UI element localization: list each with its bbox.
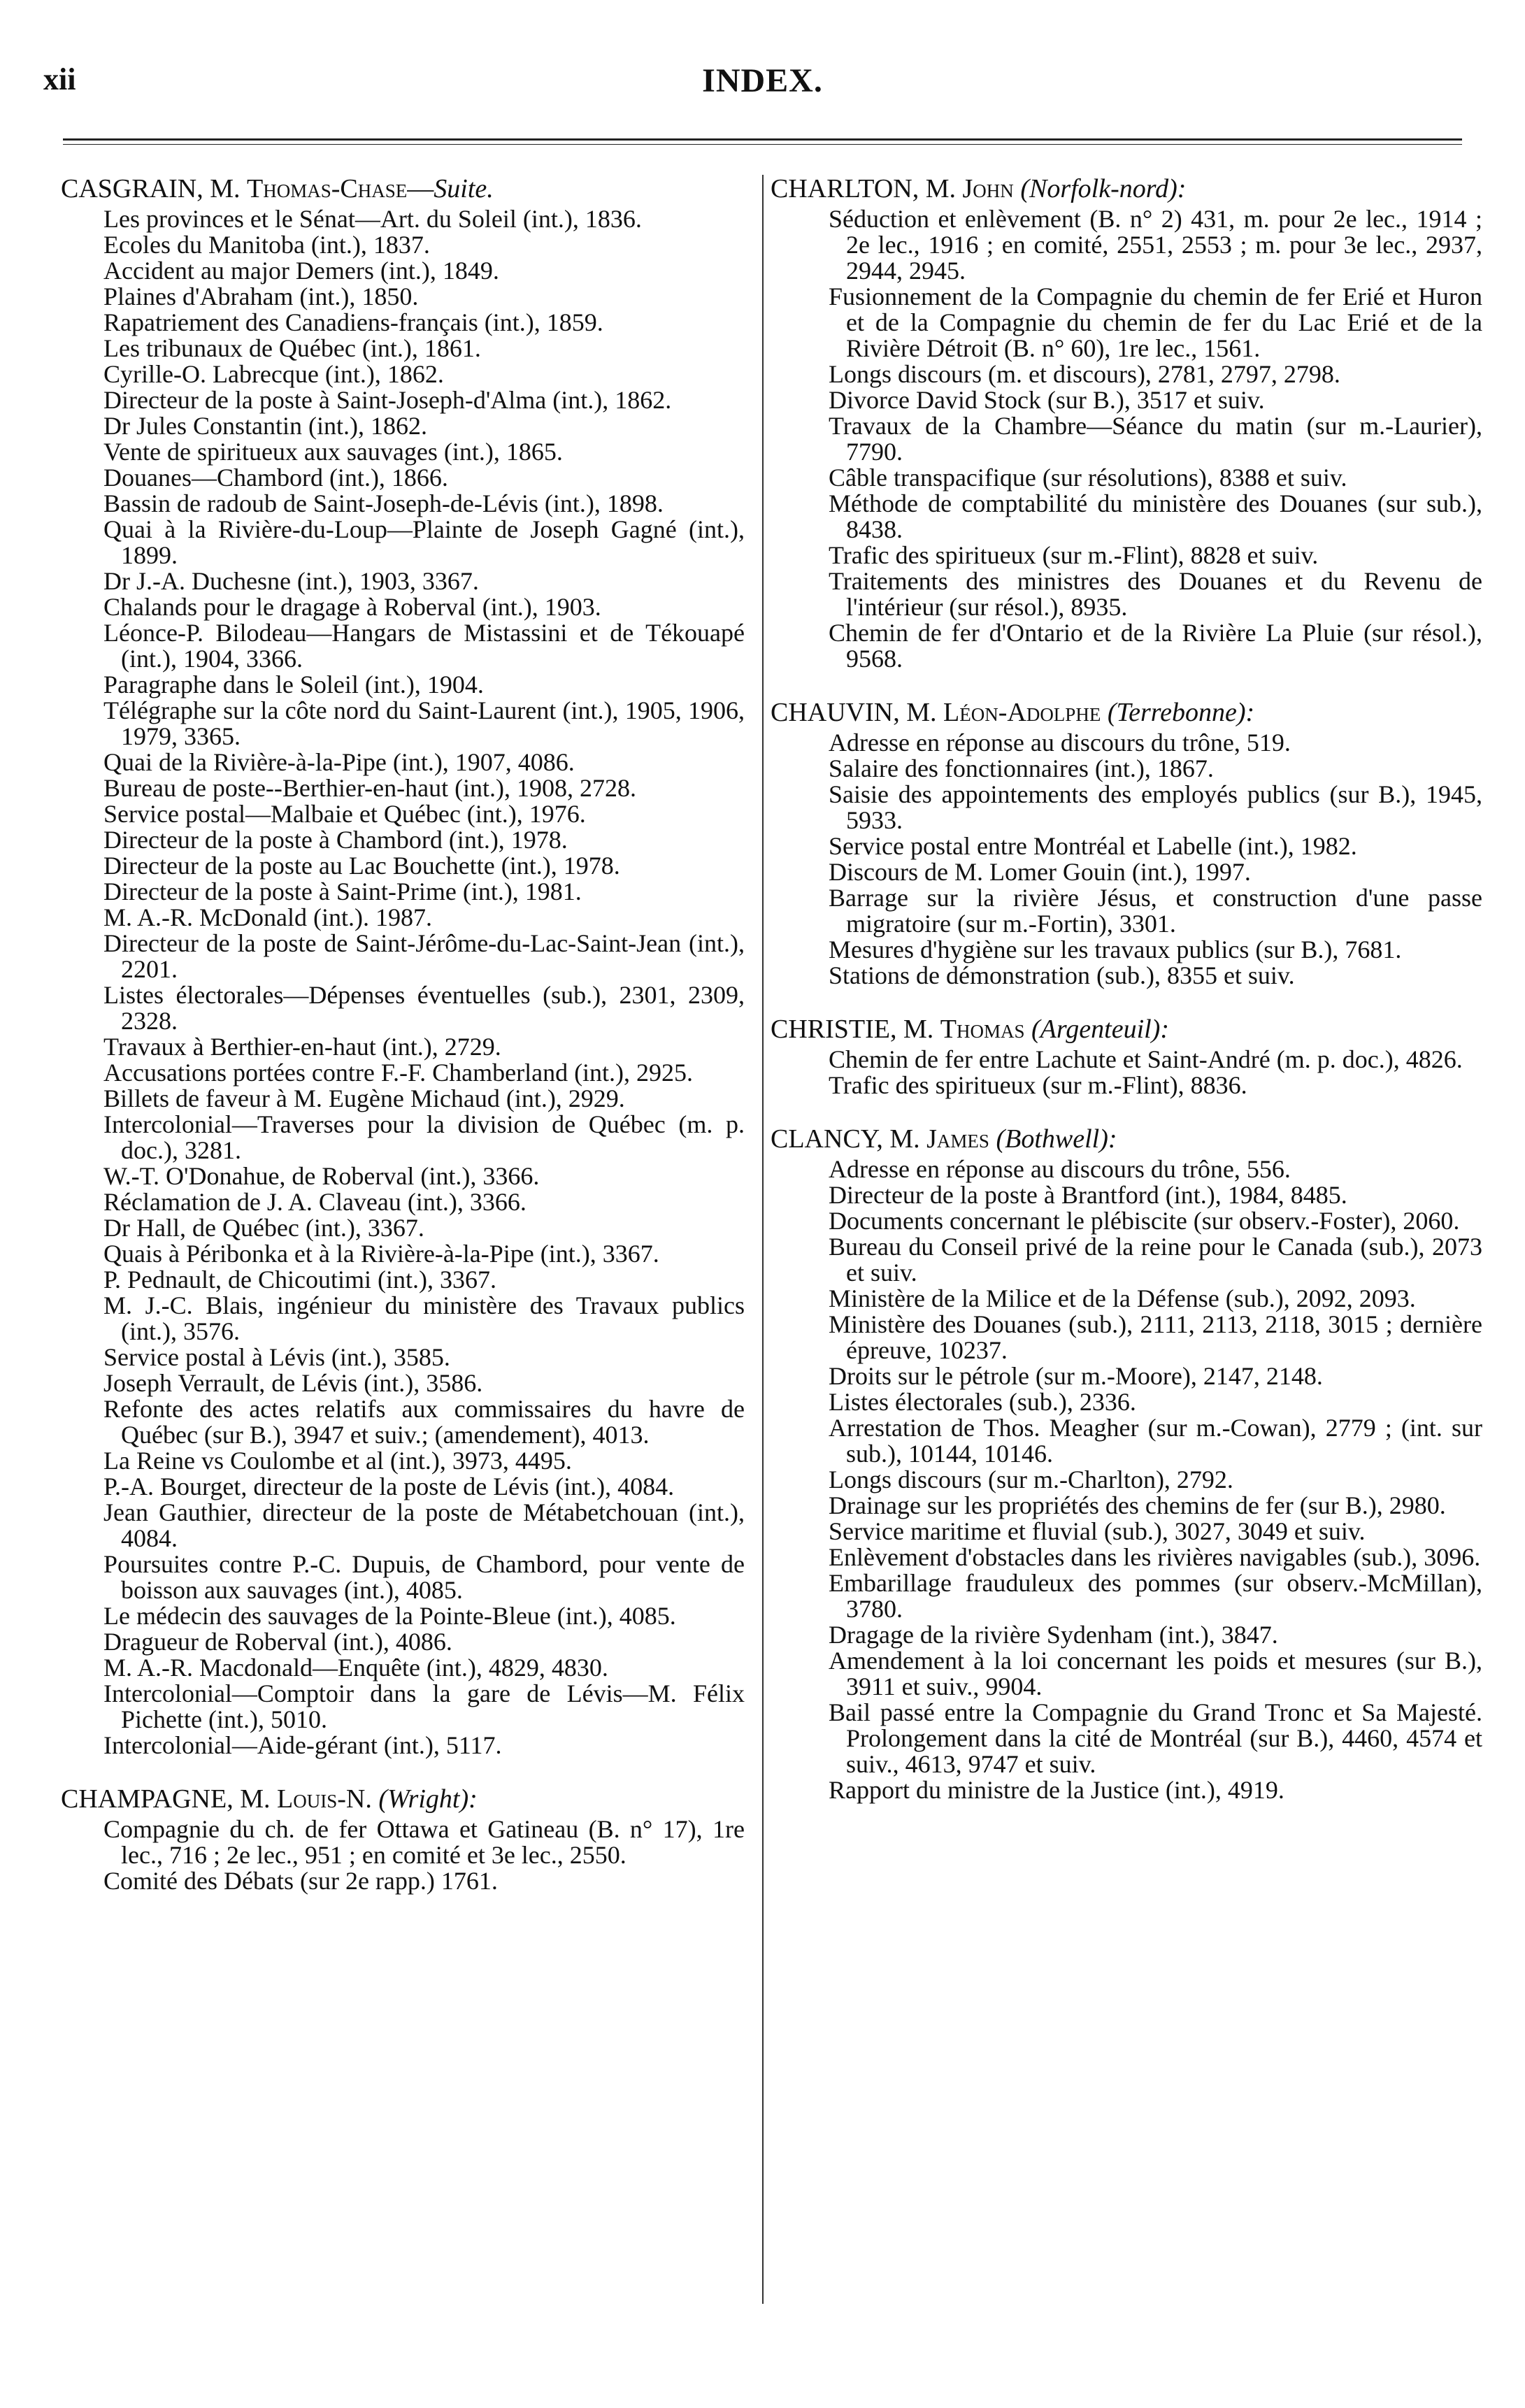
index-entry: Bureau de poste--Berthier-en-haut (int.), 1908, 2728. bbox=[103, 774, 637, 802]
heading-honorific: M. bbox=[210, 174, 241, 203]
index-entry: Dr Hall, de Québec (int.), 3367. bbox=[103, 1214, 424, 1242]
index-entry: Directeur de la poste à Brantford (int.), 1984, 8485. bbox=[829, 1181, 1347, 1209]
index-entry: Quai de la Rivière-à-la-Pipe (int.), 1907, 4086. bbox=[103, 748, 575, 776]
index-entry: Droits sur le pétrole (sur m.-Moore), 2147, 2148. bbox=[829, 1362, 1323, 1390]
index-entry: Rapport du ministre de la Justice (int.), 4919. bbox=[829, 1776, 1284, 1804]
heading-surname: CASGRAIN, bbox=[61, 174, 203, 203]
index-entry: Mesures d'hygiène sur les travaux publics (sur B.), 7681. bbox=[829, 936, 1402, 963]
index-entry: Stations de démonstration (sub.), 8355 et suiv. bbox=[829, 961, 1295, 989]
index-entry: Service postal entre Montréal et Labelle (int.), 1982. bbox=[829, 832, 1357, 860]
index-entry: Réclamation de J. A. Claveau (int.), 3366. bbox=[103, 1188, 527, 1216]
index-entry: Chemin de fer d'Ontario et de la Rivière La Pluie (sur résol.), 9568. bbox=[829, 619, 1482, 673]
index-entry: Documents concernant le plébiscite (sur observ.-Foster), 2060. bbox=[829, 1207, 1460, 1235]
section-heading bbox=[769, 176, 1482, 202]
heading-given-name: Léon-Adolphe bbox=[943, 698, 1101, 727]
index-entry: Paragraphe dans le Soleil (int.), 1904. bbox=[103, 671, 484, 698]
heading-surname: CLANCY, bbox=[771, 1124, 883, 1154]
page-number: xii bbox=[43, 62, 76, 96]
heading-given-name: Thomas-Chase— bbox=[247, 174, 434, 203]
index-section bbox=[769, 700, 1482, 989]
heading-surname: CHARLTON, bbox=[771, 174, 919, 203]
index-entry: Amendement à la loi concernant les poids et mesures (sur B.), 3911 et suiv., 9904. bbox=[829, 1647, 1482, 1700]
index-entry: Accusations portées contre F.-F. Chamberland (int.), 2925. bbox=[103, 1059, 694, 1087]
heading-given-name: James bbox=[926, 1124, 989, 1154]
index-entry: Chemin de fer entre Lachute et Saint-André (m. p. doc.), 4826. bbox=[829, 1045, 1463, 1073]
index-entry: Directeur de la poste de Saint-Jérôme-du-Lac-Saint-Jean (int.), 2201. bbox=[103, 929, 745, 983]
heading-honorific: M. bbox=[925, 174, 957, 203]
index-entry: Les provinces et le Sénat—Art. du Soleil (int.), 1836. bbox=[103, 205, 642, 233]
left-column bbox=[59, 176, 745, 1922]
index-entry: Méthode de comptabilité du ministère des Douanes (sur sub.), 8438. bbox=[829, 489, 1482, 543]
index-entry: Ministère des Douanes (sub.), 2111, 2113, 2118, 3015 ; dernière épreuve, 10237. bbox=[829, 1310, 1482, 1364]
index-entry: P. Pednault, de Chicoutimi (int.), 3367. bbox=[103, 1266, 496, 1293]
index-entry: Billets de faveur à M. Eugène Michaud (int.), 2929. bbox=[103, 1084, 625, 1112]
index-entry: Travaux à Berthier-en-haut (int.), 2729. bbox=[103, 1033, 501, 1061]
index-section bbox=[769, 1017, 1482, 1098]
index-entry: Adresse en réponse au discours du trône, 519. bbox=[829, 729, 1291, 757]
heading-given-name: John bbox=[962, 174, 1014, 203]
index-entry: P.-A. Bourget, directeur de la poste de Lévis (int.), 4084. bbox=[103, 1472, 675, 1500]
index-entry: Jean Gauthier, directeur de la poste de Métabetchouan (int.), 4084. bbox=[103, 1498, 745, 1552]
index-section bbox=[59, 176, 745, 1758]
index-entry: Dragueur de Roberval (int.), 4086. bbox=[103, 1628, 452, 1656]
index-entry: La Reine vs Coulombe et al (int.), 3973, 4495. bbox=[103, 1447, 572, 1475]
index-entry: Joseph Verrault, de Lévis (int.), 3586. bbox=[103, 1369, 483, 1397]
index-entry: M. J.-C. Blais, ingénieur du ministère des Travaux publics (int.), 3576. bbox=[103, 1291, 745, 1345]
column-divider bbox=[762, 175, 764, 2304]
index-entry: Chalands pour le dragage à Roberval (int.), 1903. bbox=[103, 593, 601, 621]
index-entry: Le médecin des sauvages de la Pointe-Bleue (int.), 4085. bbox=[103, 1602, 676, 1630]
index-section bbox=[59, 1786, 745, 1894]
index-entry: Cyrille-O. Labrecque (int.), 1862. bbox=[103, 360, 444, 388]
page-title: INDEX. bbox=[702, 62, 823, 99]
index-entry: Rapatriement des Canadiens-français (int.), 1859. bbox=[103, 308, 603, 336]
section-heading bbox=[59, 1786, 745, 1812]
header-rule bbox=[63, 138, 1462, 141]
index-entry: Comité des Débats (sur 2e rapp.) 1761. bbox=[103, 1867, 498, 1895]
heading-surname: CHAUVIN, bbox=[771, 698, 900, 727]
index-entry: Trafic des spiritueux (sur m.-Flint), 8836. bbox=[829, 1071, 1247, 1099]
index-entry: M. A.-R. Macdonald—Enquête (int.), 4829, 4830. bbox=[103, 1654, 608, 1682]
heading-riding: (Terrebonne): bbox=[1107, 698, 1255, 727]
index-entry: Drainage sur les propriétés des chemins de fer (sur B.), 2980. bbox=[829, 1491, 1446, 1519]
index-section bbox=[769, 1126, 1482, 1803]
index-entry: Refonte des actes relatifs aux commissaires du havre de Québec (sur B.), 3947 et suiv.; (amendement), 4013. bbox=[103, 1395, 745, 1449]
right-column bbox=[769, 176, 1482, 1831]
index-entry: Listes électorales—Dépenses éventuelles (sub.), 2301, 2309, 2328. bbox=[103, 981, 745, 1035]
page-header bbox=[43, 62, 1482, 103]
index-entry: Accident au major Demers (int.), 1849. bbox=[103, 257, 499, 285]
index-entry: M. A.-R. McDonald (int.). 1987. bbox=[103, 903, 432, 931]
index-entry: Intercolonial—Aide-gérant (int.), 5117. bbox=[103, 1731, 502, 1759]
index-entry: Embarillage frauduleux des pommes (sur observ.-McMillan), 3780. bbox=[829, 1569, 1482, 1623]
index-entry: Arrestation de Thos. Meagher (sur m.-Cowan), 2779 ; (int. sur sub.), 10144, 10146. bbox=[829, 1414, 1482, 1468]
index-entry: Traitements des ministres des Douanes et du Revenu de l'intérieur (sur résol.), 8935. bbox=[829, 567, 1482, 621]
index-entry: Directeur de la poste au Lac Bouchette (int.), 1978. bbox=[103, 852, 620, 880]
heading-honorific: M. bbox=[903, 1015, 934, 1044]
section-heading bbox=[769, 1017, 1482, 1042]
index-entry: Directeur de la poste à Saint-Prime (int.), 1981. bbox=[103, 877, 582, 905]
index-entry: Les tribunaux de Québec (int.), 1861. bbox=[103, 334, 481, 362]
index-entry: Directeur de la poste à Chambord (int.), 1978. bbox=[103, 826, 568, 854]
index-entry: Compagnie du ch. de fer Ottawa et Gatineau (B. n° 17), 1re lec., 716 ; 2e lec., 951 ; en comité et 3e lec., 2550. bbox=[103, 1815, 745, 1869]
index-entry: W.-T. O'Donahue, de Roberval (int.), 3366. bbox=[103, 1162, 540, 1190]
index-entry: Barrage sur la rivière Jésus, et construction d'une passe migratoire (sur m.-Fortin), 3301. bbox=[829, 884, 1482, 938]
section-heading bbox=[769, 700, 1482, 726]
index-entry: Bail passé entre la Compagnie du Grand Tronc et Sa Majesté. Prolongement dans la cité de Montréal (sur B.), 4460, 4574 et suiv., 4613, 9747 et suiv. bbox=[829, 1698, 1482, 1778]
heading-given-name: Louis-N. bbox=[277, 1784, 372, 1814]
heading-surname: CHRISTIE, bbox=[771, 1015, 897, 1044]
heading-surname: CHAMPAGNE, bbox=[61, 1784, 234, 1814]
index-entry: Intercolonial—Comptoir dans la gare de Lévis—M. Félix Pichette (int.), 5010. bbox=[103, 1679, 745, 1733]
index-entry: Saisie des appointements des employés publics (sur B.), 1945, 5933. bbox=[829, 780, 1482, 834]
index-entry: Fusionnement de la Compagnie du chemin de fer Erié et Huron et de la Compagnie du chemin de fer du Lac Erié et de la Rivière Détroit (B. n° 60), 1re lec., 1561. bbox=[829, 282, 1482, 362]
index-entry: Bureau du Conseil privé de la reine pour le Canada (sub.), 2073 et suiv. bbox=[829, 1233, 1482, 1287]
index-entry: Adresse en réponse au discours du trône, 556. bbox=[829, 1155, 1291, 1183]
heading-honorific: M. bbox=[906, 698, 937, 727]
heading-given-name: Thomas bbox=[940, 1015, 1025, 1044]
index-entry: Divorce David Stock (sur B.), 3517 et suiv. bbox=[829, 386, 1265, 414]
index-entry: Bassin de radoub de Saint-Joseph-de-Lévis (int.), 1898. bbox=[103, 489, 664, 517]
index-entry: Douanes—Chambord (int.), 1866. bbox=[103, 464, 448, 492]
heading-riding: (Bothwell): bbox=[996, 1124, 1117, 1154]
index-section bbox=[769, 176, 1482, 672]
heading-honorific: M. bbox=[240, 1784, 271, 1814]
heading-riding: (Wright): bbox=[378, 1784, 478, 1814]
heading-honorific: M. bbox=[889, 1124, 920, 1154]
index-entry: Listes électorales (sub.), 2336. bbox=[829, 1388, 1136, 1416]
index-entry: Salaire des fonctionnaires (int.), 1867. bbox=[829, 754, 1214, 782]
index-entry: Service maritime et fluvial (sub.), 3027, 3049 et suiv. bbox=[829, 1517, 1366, 1545]
heading-riding: (Norfolk-nord): bbox=[1020, 174, 1187, 203]
index-entry: Vente de spiritueux aux sauvages (int.), 1865. bbox=[103, 438, 563, 466]
header-rule-thin bbox=[63, 144, 1462, 145]
index-entry: Service postal—Malbaie et Québec (int.), 1976. bbox=[103, 800, 586, 828]
index-entry: Quais à Péribonka et à la Rivière-à-la-Pipe (int.), 3367. bbox=[103, 1240, 659, 1268]
index-entry: Léonce-P. Bilodeau—Hangars de Mistassini et de Tékouapé (int.), 1904, 3366. bbox=[103, 619, 745, 673]
index-entry: Travaux de la Chambre—Séance du matin (sur m.-Laurier), 7790. bbox=[829, 412, 1482, 466]
index-entry: Intercolonial—Traverses pour la division de Québec (m. p. doc.), 3281. bbox=[103, 1110, 745, 1164]
index-entry: Dr J.-A. Duchesne (int.), 1903, 3367. bbox=[103, 567, 479, 595]
section-heading bbox=[769, 1126, 1482, 1152]
index-entry: Ministère de la Milice et de la Défense (sub.), 2092, 2093. bbox=[829, 1284, 1416, 1312]
index-entry: Poursuites contre P.-C. Dupuis, de Chambord, pour vente de boisson aux sauvages (int.), 4085. bbox=[103, 1550, 745, 1604]
heading-riding: (Argenteuil): bbox=[1031, 1015, 1169, 1044]
index-entry: Câble transpacifique (sur résolutions), 8388 et suiv. bbox=[829, 464, 1347, 492]
index-entry: Séduction et enlèvement (B. n° 2) 431, m. pour 2e lec., 1914 ; 2e lec., 1916 ; en comité, 2551, 2553 ; m. pour 3e lec., 2937, 2944, 2945. bbox=[829, 205, 1482, 285]
index-entry: Ecoles du Manitoba (int.), 1837. bbox=[103, 231, 430, 259]
index-entry: Discours de M. Lomer Gouin (int.), 1997. bbox=[829, 858, 1251, 886]
index-entry: Service postal à Lévis (int.), 3585. bbox=[103, 1343, 450, 1371]
index-entry: Dragage de la rivière Sydenham (int.), 3847. bbox=[829, 1621, 1278, 1649]
index-entry: Dr Jules Constantin (int.), 1862. bbox=[103, 412, 427, 440]
index-entry: Directeur de la poste à Saint-Joseph-d'Alma (int.), 1862. bbox=[103, 386, 672, 414]
index-entry: Quai à la Rivière-du-Loup—Plainte de Joseph Gagné (int.), 1899. bbox=[103, 515, 745, 569]
section-heading bbox=[59, 176, 745, 202]
index-entry: Longs discours (sur m.-Charlton), 2792. bbox=[829, 1465, 1233, 1493]
heading-suite-label: Suite. bbox=[434, 174, 494, 203]
index-entry: Trafic des spiritueux (sur m.-Flint), 8828 et suiv. bbox=[829, 541, 1319, 569]
index-entry: Enlèvement d'obstacles dans les rivières navigables (sub.), 3096. bbox=[829, 1543, 1481, 1571]
index-entry: Longs discours (m. et discours), 2781, 2797, 2798. bbox=[829, 360, 1340, 388]
index-entry: Plaines d'Abraham (int.), 1850. bbox=[103, 282, 419, 310]
index-entry: Télégraphe sur la côte nord du Saint-Laurent (int.), 1905, 1906, 1979, 3365. bbox=[103, 696, 745, 750]
